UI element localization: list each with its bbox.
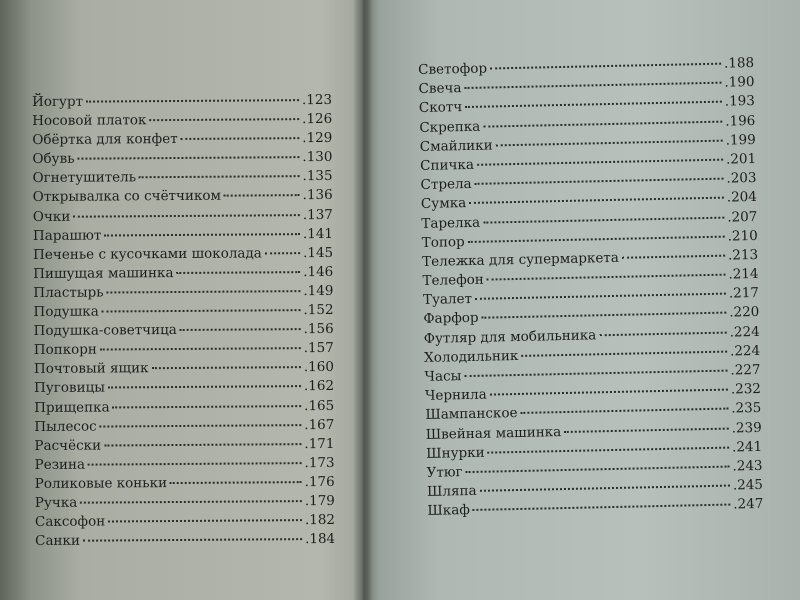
toc-entry-page-number: .224	[729, 342, 761, 360]
toc-entry-title: Телефон	[422, 271, 485, 290]
toc-entry-page-number: .203	[726, 170, 757, 187]
dot-leader	[564, 427, 729, 432]
toc-entry	[34, 378, 334, 399]
dot-leader	[73, 214, 300, 218]
toc-entry-page-number: .210	[727, 227, 758, 245]
toc-entry-title: Шкаф	[427, 502, 471, 520]
toc-entry-title: Чернила	[424, 386, 487, 405]
toc-entry-title: Фарфор	[423, 310, 479, 328]
dot-leader	[86, 99, 299, 102]
dot-leader	[149, 118, 299, 121]
toc-entry-title: Саксофон	[34, 513, 106, 531]
toc-entry-title: Пуговицы	[33, 379, 106, 397]
dot-leader	[490, 389, 728, 396]
dot-leader	[483, 120, 722, 127]
toc-entry-title: Скотч	[418, 99, 463, 117]
dot-leader	[521, 350, 727, 356]
dot-leader	[151, 366, 300, 369]
toc-entry-title: Обувь	[32, 150, 75, 168]
toc-entry-title: Прищепка	[34, 398, 110, 416]
left-table-of-contents	[32, 92, 335, 552]
toc-entry-page-number: .190	[724, 74, 755, 91]
toc-entry-page-number: .184	[304, 531, 336, 548]
toc-entry-page-number: .179	[304, 492, 335, 510]
toc-entry-page-number: .130	[302, 149, 333, 166]
toc-entry-page-number: .239	[731, 419, 762, 437]
toc-entry	[34, 359, 334, 380]
dot-leader	[475, 293, 726, 300]
dot-leader	[177, 271, 301, 274]
dot-leader	[480, 485, 730, 492]
right-table-of-contents	[418, 55, 764, 522]
dot-leader	[520, 408, 728, 414]
toc-entry-title: Шампанское	[425, 405, 518, 424]
toc-entry-title: Светофор	[418, 60, 488, 78]
dot-leader	[108, 386, 301, 389]
toc-entry-page-number: .126	[302, 110, 333, 128]
toc-entry-page-number: .235	[731, 400, 762, 417]
toc-entry	[35, 493, 335, 514]
toc-entry-page-number: .196	[725, 112, 756, 130]
toc-entry-page-number: .220	[729, 304, 760, 321]
toc-entry-title: Расчёски	[34, 437, 102, 454]
toc-entry	[32, 130, 332, 151]
toc-entry-title: Санки	[35, 532, 80, 550]
dot-leader	[104, 233, 300, 236]
toc-entry	[34, 397, 334, 418]
toc-entry-page-number: .199	[725, 131, 756, 149]
toc-entry-page-number: .135	[302, 168, 333, 185]
right-page	[368, 0, 800, 600]
dot-leader	[265, 252, 300, 254]
toc-entry	[33, 283, 333, 304]
toc-entry-title: Швейная машинка	[425, 423, 562, 443]
toc-entry-page-number: .123	[301, 91, 333, 109]
toc-entry-page-number: .213	[727, 246, 759, 264]
toc-entry	[34, 340, 334, 361]
toc-entry	[34, 321, 334, 342]
toc-entry-page-number: .137	[302, 206, 333, 223]
toc-entry-page-number: .232	[730, 381, 762, 398]
dot-leader	[483, 216, 724, 223]
toc-entry	[33, 264, 333, 285]
toc-entry	[35, 512, 335, 533]
toc-entry-title: Печенье с кусочками шоколада	[33, 245, 262, 263]
toc-entry-page-number: .193	[724, 93, 756, 110]
dot-leader	[464, 370, 727, 378]
toc-entry-title: Туалет	[422, 291, 473, 309]
dot-leader	[139, 176, 299, 179]
toc-entry-title: Открывалка со счётчиком	[32, 188, 222, 206]
toc-entry-title: Огнетушитель	[32, 169, 137, 187]
toc-entry-page-number: .227	[730, 361, 761, 379]
toc-entry	[33, 168, 333, 189]
toc-entry	[33, 302, 333, 323]
toc-entry	[33, 187, 333, 208]
toc-entry-page-number: .146	[303, 263, 334, 280]
toc-entry-page-number: .152	[303, 301, 334, 319]
dot-leader	[104, 443, 301, 446]
dot-leader	[180, 328, 301, 331]
toc-entry-title: Подушка-советчица	[33, 322, 177, 340]
toc-entry-title: Очки	[32, 208, 71, 225]
toc-entry	[33, 206, 333, 227]
dot-leader	[477, 159, 723, 166]
toc-entry-title: Сумка	[420, 195, 467, 213]
toc-entry	[35, 474, 335, 495]
dot-leader	[170, 481, 302, 484]
toc-entry-title: Свеча	[418, 80, 462, 98]
dot-leader	[488, 446, 729, 453]
dot-leader	[469, 197, 724, 204]
left-page	[0, 0, 360, 600]
dot-leader	[487, 274, 726, 281]
toc-entry-page-number: .162	[303, 378, 335, 395]
toc-entry-page-number: .243	[732, 457, 763, 475]
toc-entry-page-number: .141	[302, 225, 334, 242]
toc-entry-title: Пылесос	[34, 418, 97, 435]
dot-leader	[181, 137, 300, 140]
dot-leader	[473, 504, 730, 511]
toc-entry-page-number: .204	[726, 189, 758, 206]
toc-entry-title: Часы	[424, 368, 462, 385]
dot-leader	[466, 466, 730, 474]
toc-entry-title: Подушка	[33, 303, 99, 321]
dot-leader	[113, 405, 302, 408]
toc-entry-page-number: .224	[729, 323, 760, 341]
toc-entry-title: Смайлики	[419, 137, 493, 155]
toc-entry-title: Обёртка для конфет	[32, 131, 178, 149]
toc-entry	[32, 111, 332, 132]
toc-entry-page-number: .149	[303, 282, 334, 300]
toc-entry-page-number: .129	[302, 130, 333, 147]
toc-entry-page-number: .160	[303, 359, 334, 376]
toc-entry	[34, 436, 334, 457]
dot-leader	[465, 101, 722, 108]
toc-entry	[32, 92, 332, 113]
dot-leader	[482, 312, 727, 319]
toc-entry-page-number: .214	[728, 265, 759, 283]
toc-entry-title: Роликовые коньки	[34, 474, 168, 492]
toc-entry-page-number: .173	[304, 454, 335, 471]
toc-entry-title: Футляр для мобильника	[423, 326, 597, 347]
toc-entry	[35, 531, 335, 552]
toc-entry-title: Почтовый ящик	[33, 360, 149, 378]
toc-entry-page-number: .217	[728, 285, 760, 302]
dot-leader	[496, 139, 723, 146]
dot-leader	[108, 519, 302, 522]
dot-leader	[102, 309, 301, 312]
toc-entry-page-number: .157	[303, 340, 334, 357]
toc-entry-title: Парашют	[32, 227, 102, 244]
toc-entry-page-number: .171	[304, 435, 335, 452]
toc-entry-title: Попкорн	[33, 341, 97, 359]
dot-leader	[80, 500, 301, 504]
toc-entry-page-number: .201	[725, 150, 757, 168]
toc-entry-page-number: .167	[304, 416, 335, 433]
toc-entry-page-number: .136	[302, 187, 333, 204]
toc-entry-page-number: .145	[302, 244, 334, 261]
toc-entry	[32, 149, 332, 170]
toc-entry-title: Йогурт	[32, 93, 84, 110]
dot-leader	[107, 290, 301, 293]
toc-entry-page-number: .188	[723, 54, 755, 72]
toc-entry-title: Резина	[34, 456, 86, 473]
toc-entry-title: Носовой платок	[32, 112, 147, 130]
toc-entry	[35, 455, 335, 476]
toc-entry-title: Стрела	[420, 176, 472, 194]
dot-leader	[100, 347, 301, 350]
dot-leader	[475, 178, 724, 185]
toc-entry-page-number: .207	[727, 208, 758, 226]
toc-entry-page-number: .245	[732, 476, 764, 494]
toc-entry-title: Спичка	[420, 156, 475, 174]
toc-entry-title: Тарелка	[421, 214, 481, 232]
toc-entry-page-number: .165	[304, 397, 335, 414]
dot-leader	[78, 156, 300, 160]
toc-entry-title: Пишущая машинка	[33, 264, 174, 282]
toc-entry-title: Топор	[421, 233, 465, 251]
toc-entry-page-number: .241	[731, 438, 763, 456]
dot-leader	[88, 462, 301, 465]
dot-leader	[464, 82, 721, 89]
toc-entry	[34, 416, 334, 437]
toc-entry-title: Шляпа	[426, 482, 477, 501]
toc-entry-page-number: .176	[304, 473, 335, 490]
toc-entry-title: Шнурки	[426, 444, 485, 462]
toc-entry-page-number: .156	[303, 321, 334, 338]
toc-entry-title: Холодильник	[424, 347, 519, 366]
toc-entry-title: Пластырь	[33, 284, 104, 301]
dot-leader	[468, 235, 725, 242]
dot-leader	[83, 538, 302, 542]
toc-entry-page-number: .247	[733, 496, 764, 513]
toc-entry	[33, 245, 333, 266]
toc-entry-title: Ручка	[34, 494, 78, 511]
toc-entry-page-number: .182	[304, 511, 336, 529]
dot-leader	[100, 424, 302, 427]
toc-entry	[33, 226, 333, 247]
dot-leader	[599, 331, 726, 336]
dot-leader	[622, 254, 725, 258]
toc-entry-title: Тележка для супермаркета	[422, 249, 620, 270]
toc-entry-title: Утюг	[426, 464, 463, 481]
toc-entry-title: Скрепка	[419, 118, 481, 136]
dot-leader	[224, 195, 300, 198]
dot-leader	[490, 63, 721, 70]
